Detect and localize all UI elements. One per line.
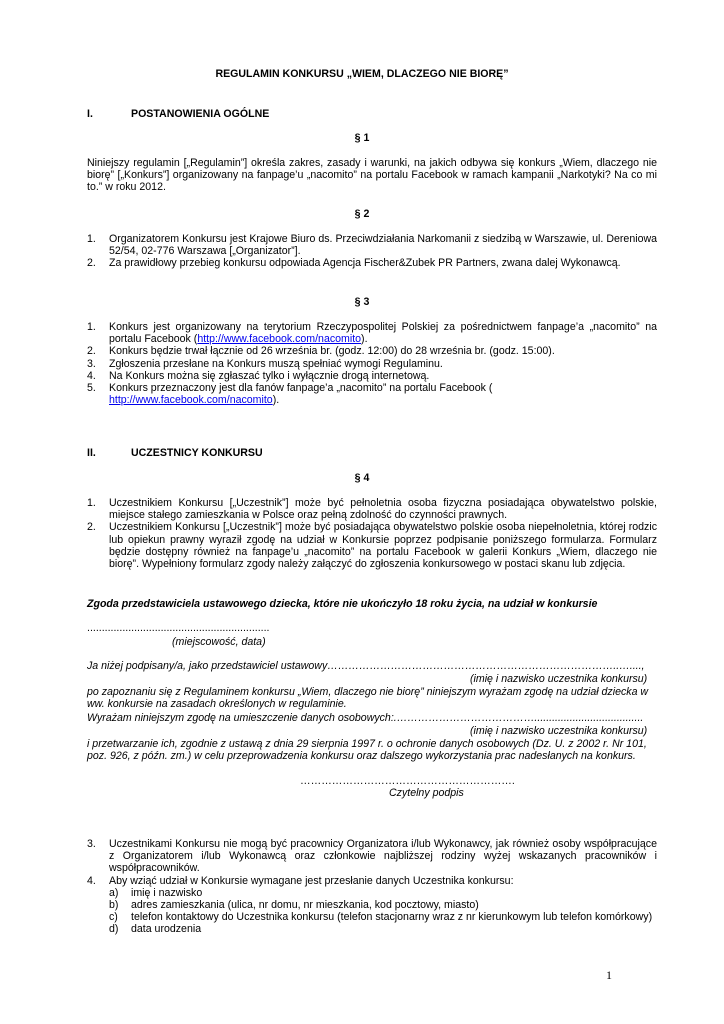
list-item-number: 5. [87,382,96,395]
signature-label: Czytelny podpis [389,787,464,799]
list-item-text: Na Konkurs można się zgłaszać tylko i wyłącznie drogą internetową. [109,369,430,382]
list-item-number: 3. [87,838,96,850]
place-date-dots: .............................................................. [87,622,270,634]
paragraph-4-continued-list [87,838,657,936]
sub-list-item [109,887,657,899]
list-item-text-end: ). [272,394,280,407]
list-item-number: 2. [87,345,96,358]
signature-dots: ……………………………………………………. [300,775,515,787]
paragraph-sign-3: § 3 [354,296,370,308]
list-item [87,370,657,382]
consent-heading: Zgoda przedstawiciela ustawowego dziecka, które nie ukończyło 18 roku życia, na udział w konkursie [87,598,598,610]
sub-list-item-letter: d) [109,923,119,936]
list-item [87,521,657,570]
list-item-text: Konkurs przeznaczony jest dla fanów fanpage’a „nacomito” na portalu Facebook ( [109,382,493,395]
sub-list-item [109,899,657,911]
list-item-number: 1. [87,233,96,245]
list-item-text: Organizatorem Konkursu jest Krajowe Biuro ds. Przeciwdziałania Narkomanii z siedzibą w Warszawie, ul. Dereniowa 52/54, 02-776 Warszawa [„Organizator”]. [109,233,657,258]
list-item [87,358,657,370]
consent-line-representative: Ja niżej podpisany/a, jako przedstawiciel ustawowy………………………………………………………………………..…...., [87,660,645,672]
section-1-title: POSTANOWIENIA OGÓLNE [131,108,270,120]
paragraph-4-list [87,497,657,570]
paragraph-sign-1: § 1 [354,132,370,144]
list-item-text: Konkurs jest organizowany na terytorium Rzeczypospolitej Polskiej za pośrednictwem fanpage’a „nacomito” na portalu Facebook ( [109,321,657,346]
list-item-text: Uczestnikiem Konkursu [„Uczestnik”] może być pełnoletnia osoba fizyczna posiadająca obywatelstwo polskie, miejsce stałego zamieszkania w Polsce oraz pełną zdolność do czynności prawnych. [109,497,657,522]
paragraph-3-list [87,321,657,406]
list-item [87,321,657,345]
list-item [87,257,657,269]
list-item-number: 3. [87,357,96,370]
list-item-number: 4. [87,369,96,382]
section-2-title: UCZESTNICY KONKURSU [131,447,263,459]
sub-list-item [109,923,657,935]
page-number: 1 [606,968,612,982]
sub-list-item-letter: c) [109,911,118,924]
paragraph-1-text: Niniejszy regulamin [„Regulamin”] określa zakres, zasady i warunki, na jakich odbywa się konkurs „Wiem, dlaczego nie biorę” [„Konkurs”] organizowany na fanpage’u „nacomito” na portalu Facebook w ramach kampanii „Narkotyki? Na co mi to.” w roku 2012. [87,157,657,194]
consent-data-line: Wyrażam niniejszym zgodę na umieszczenie danych osobowych:.…………………………………..................................... [87,712,644,724]
paragraph-sign-4: § 4 [354,472,370,484]
list-item-text: Za prawidłowy przebieg konkursu odpowiada Agencja Fischer&Zubek PR Partners, zwana dalej Wykonawcą. [109,257,621,270]
list-item-number: 1. [87,497,96,509]
sub-list-item-letter: b) [109,899,119,912]
paragraph-2-list [87,233,657,270]
list-item-number: 4. [87,874,96,887]
list-item [87,497,657,521]
list-item-text: Aby wziąć udział w Konkursie wymagane jest przesłanie danych Uczestnika konkursu: [109,874,514,887]
sub-list-item [109,911,657,923]
list-item-number: 2. [87,257,96,270]
list-item [87,382,657,406]
sub-list-item-text: imię i nazwisko [131,886,203,899]
list-item-number: 2. [87,521,96,534]
sub-list-item-text: data urodzenia [131,923,202,936]
list-item-number: 1. [87,321,96,333]
list-item-text: Zgłoszenia przesłane na Konkurs muszą spełniać wymogi Regulaminu. [109,357,443,370]
consent-agreement-text: po zapoznaniu się z Regulaminem konkursu „Wiem, dlaczego nie biorę” niniejszym wyrażam zgodę na udział dziecka w ww. konkursie na zasadach określonych w regulaminie. [87,686,649,711]
participant-name-hint-2: (imię i nazwisko uczestnika konkursu) [470,725,648,737]
list-item [87,838,657,875]
list-item-text-end: ). [361,333,368,346]
list-item [87,875,657,936]
document-title: REGULAMIN KONKURSU „WIEM, DLACZEGO NIE BIORĘ” [215,68,509,80]
participant-name-hint-1: (imię i nazwisko uczestnika konkursu) [470,673,648,685]
list-item-text: Uczestnikiem Konkursu [„Uczestnik”] może być posiadająca obywatelstwo polskie osoba niepełnoletnia, której rodzic lub opiekun prawny wyraził zgodę na udział w Konkursie poprzez podpisanie poniższego formularza. Formularz będzie dostępny również na fanpage’u „nacomito” na portalu Facebook w galerii Konkurs „Wiem, dlaczego nie biorę”. Wypełniony formularz zgody należy załączyć do zgłoszenia konkursowego w postaci skanu lub zdjęcia. [109,521,657,571]
place-date-label: (miejscowość, data) [172,636,266,648]
sub-list-item-letter: a) [109,886,119,899]
facebook-link[interactable]: http://www.facebook.com/nacomito [197,333,362,346]
list-item [87,233,657,257]
consent-legal-text: i przetwarzanie ich, zgodnie z ustawą z dnia 29 sierpnia 1997 r. o ochronie danych osobowych (Dz. U. z 2002 r. Nr 101, poz. 926, z późn. zm.) w celu przeprowadzenia konkursu oraz dalszego wykorzystania prac nadesłanych na konkurs. [87,738,647,763]
sub-list-item-text: adres zamieszkania (ulica, nr domu, nr mieszkania, kod pocztowy, miasto) [131,899,479,912]
list-item [87,345,657,357]
facebook-link[interactable]: http://www.facebook.com/nacomito [109,394,273,407]
section-1-number: I. [87,108,93,120]
list-item-text: Konkurs będzie trwał łącznie od 26 września br. (godz. 12:00) do 28 września br. (godz. 15:00). [109,345,555,358]
sub-list-item-text: telefon kontaktowy do Uczestnika konkursu (telefon stacjonarny wraz z nr kierunkowym lub telefon komórkowy) [131,911,653,924]
list-item-text: Uczestnikami Konkursu nie mogą być pracownicy Organizatora i/lub Wykonawcy, jak również osoby współpracujące z Organizatorem i/lub Wykonawcą oraz członkowie najbliższej rodziny wyżej wskazanych pracowników i współpracowników. [109,838,657,875]
section-2-number: II. [87,447,96,459]
required-data-list [109,887,657,936]
paragraph-sign-2: § 2 [354,208,370,220]
